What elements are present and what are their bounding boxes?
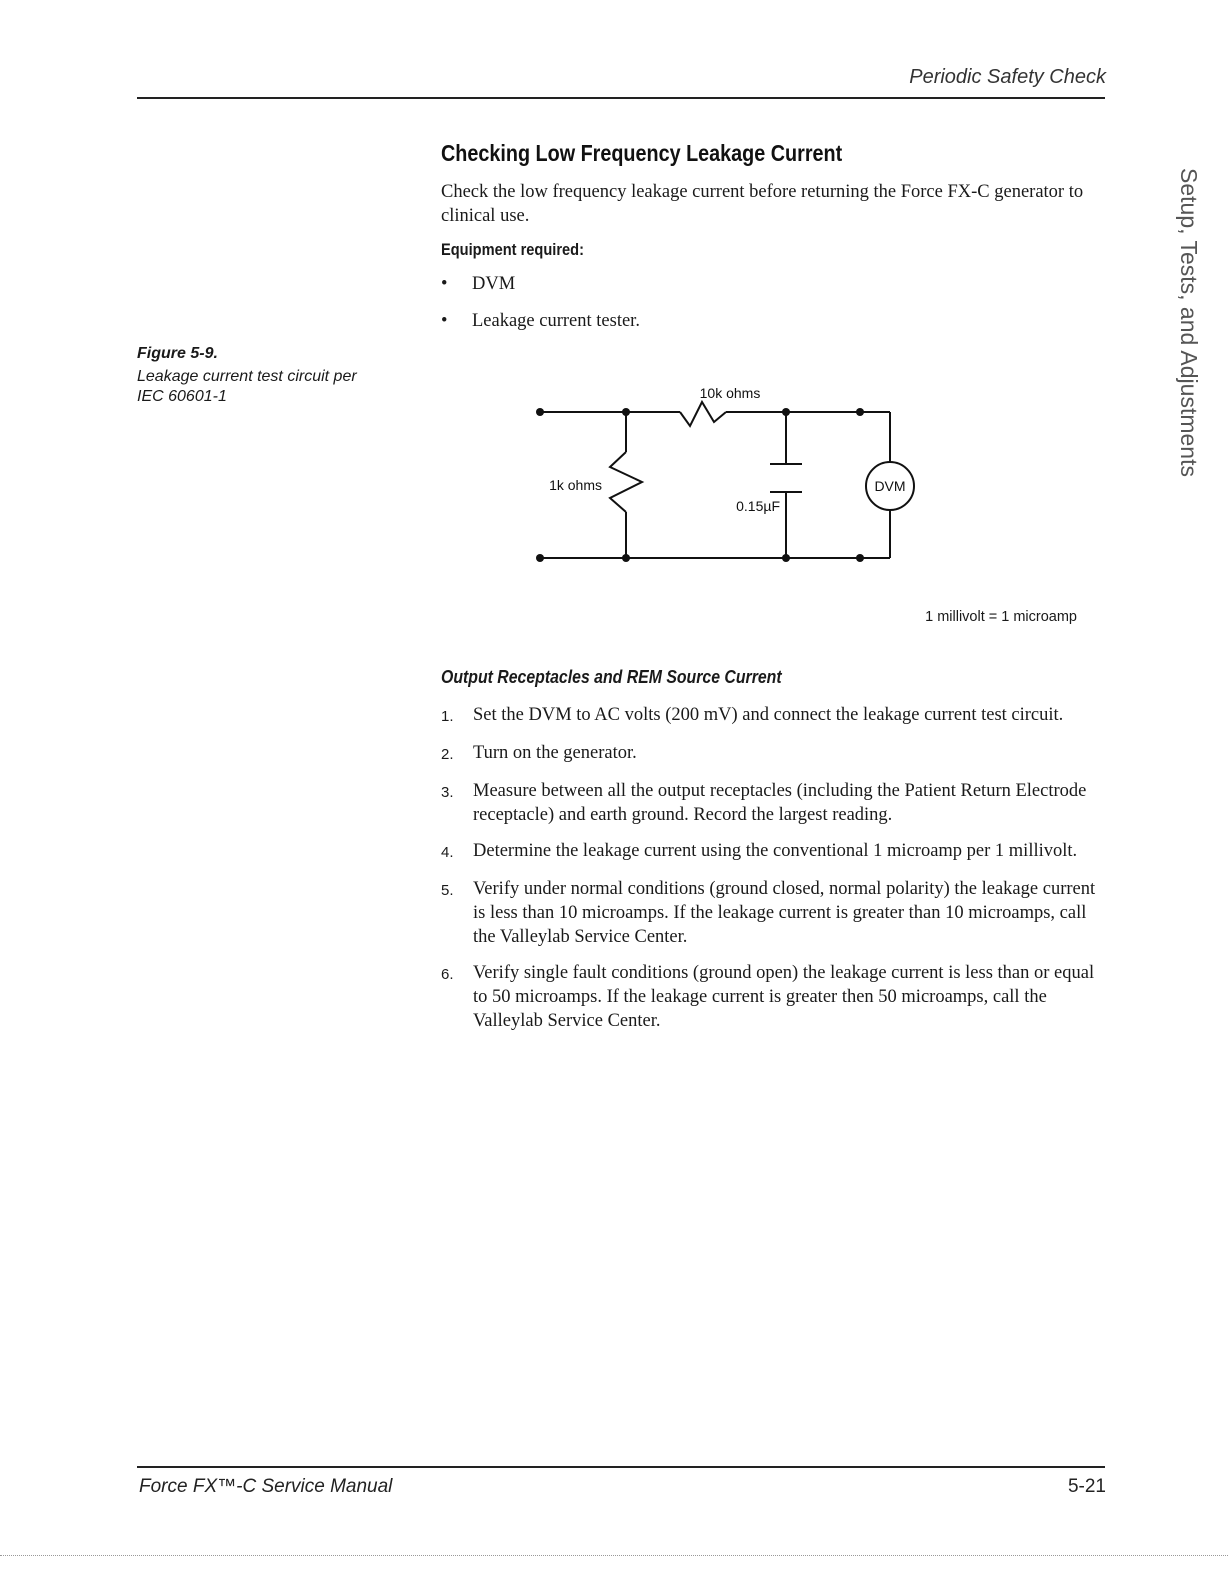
step-text: Verify single fault conditions (ground open) the leakage current is less than or equal to 50 microamps. If the leakage current is greater then 50 microamps, call the Valleylab Service Center. (473, 963, 1095, 1031)
figure-label: Figure 5-9. (137, 345, 218, 362)
footer-manual-title: Force FX™-C Service Manual (139, 1476, 393, 1497)
procedure-steps (441, 703, 1106, 1045)
terminal-node (536, 554, 544, 562)
step-text: Turn on the generator. (473, 743, 637, 763)
step-text: Determine the leakage current using the conventional 1 microamp per 1 millivolt. (473, 841, 1078, 861)
footer-rule (137, 1466, 1105, 1468)
step-number: 4. (441, 844, 454, 861)
junction-node (622, 408, 630, 416)
page-number: 5-21 (1067, 1476, 1106, 1497)
figure-caption: Leakage current test circuit per IEC 60601-1 (137, 368, 357, 405)
terminal-node (536, 408, 544, 416)
label-dvm: DVM (874, 478, 906, 494)
step-number: 6. (441, 966, 454, 983)
junction-node (856, 408, 864, 416)
junction-node (782, 554, 790, 562)
label-capacitor: 0.15µF (736, 498, 780, 514)
junction-node (856, 554, 864, 562)
step-number: 5. (441, 882, 454, 899)
procedure-heading: Output Receptacles and REM Source Current (441, 667, 782, 687)
side-tab-label: Setup, Tests, and Adjustments (1176, 168, 1202, 477)
bullet-icon: • (441, 274, 448, 294)
equipment-item: Leakage current tester. (472, 311, 640, 331)
side-tab (1162, 168, 1202, 477)
label-10k: 10k ohms (699, 385, 761, 401)
junction-node (622, 554, 630, 562)
circuit-diagram (530, 380, 930, 580)
resistor-1k (610, 452, 642, 512)
step-item (441, 741, 1106, 767)
step-text: Verify under normal conditions (ground closed, normal polarity) the leakage current is less than 10 microamps. If the leakage current is greater than 10 microamps, call the Valleylab Service Center. (473, 879, 1096, 947)
step-number: 1. (441, 708, 454, 725)
header-rule (137, 97, 1105, 99)
section-title: Checking Low Frequency Leakage Current (441, 140, 843, 166)
resistor-10k (680, 402, 726, 426)
figure-note: 1 millivolt = 1 microamp (925, 609, 1077, 625)
step-text: Set the DVM to AC volts (200 mV) and connect the leakage current test circuit. (473, 705, 1064, 725)
step-item (441, 839, 1106, 865)
step-number: 2. (441, 746, 454, 763)
step-item (441, 877, 1106, 949)
step-item (441, 779, 1106, 827)
scan-edge (0, 1555, 1228, 1558)
list-item (441, 272, 515, 296)
step-item (441, 703, 1106, 729)
equipment-item: DVM (472, 274, 516, 294)
list-item (441, 309, 640, 333)
junction-node (782, 408, 790, 416)
bullet-icon: • (441, 311, 448, 331)
label-1k: 1k ohms (549, 477, 602, 493)
equipment-heading: Equipment required: (441, 240, 584, 259)
step-text: Measure between all the output receptacles (including the Patient Return Electrode receptacle) and earth ground. Record the largest reading. (473, 781, 1087, 825)
intro-paragraph: Check the low frequency leakage current before returning the Force FX-C generator to clinical use. (441, 182, 1084, 226)
running-head: Periodic Safety Check (909, 66, 1106, 88)
step-number: 3. (441, 784, 454, 801)
step-item (441, 961, 1106, 1033)
